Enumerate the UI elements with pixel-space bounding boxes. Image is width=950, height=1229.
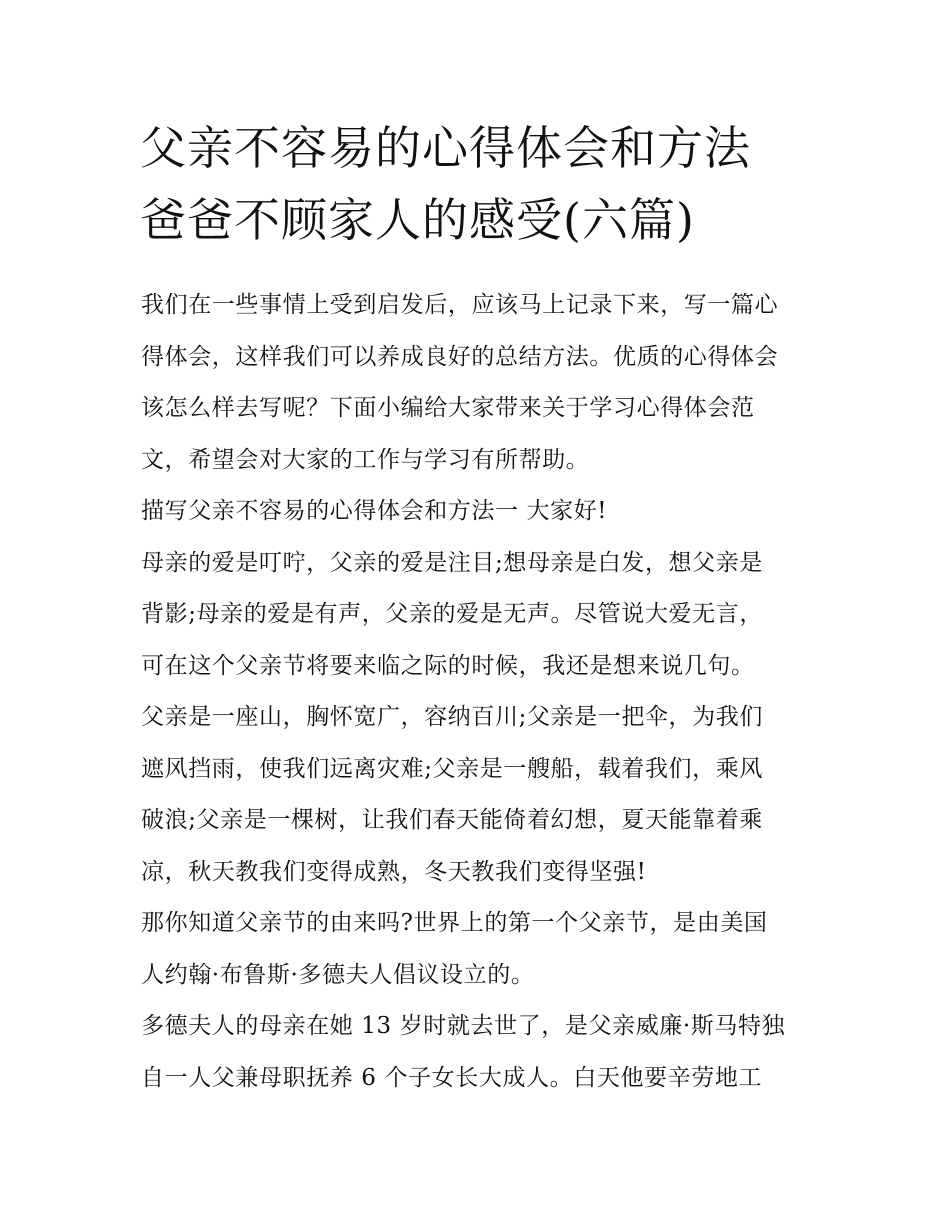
body-line: 遮风挡雨，使我们远离灾难;父亲是一艘船，载着我们，乘风 (141, 755, 763, 782)
body-line: 可在这个父亲节将要来临之际的时候，我还是想来说几句。 (141, 652, 755, 679)
body-line: 凉，秋天教我们变得成熟，冬天教我们变得坚强! (141, 858, 647, 885)
body-line: 父亲是一座山，胸怀宽广，容纳百川;父亲是一把伞，为我们 (141, 704, 763, 730)
body-line: 描写父亲不容易的心得体会和方法一 大家好! (141, 498, 608, 524)
body-line: 多德夫人的母亲在她 13 岁时就去世了，是父亲威廉·斯马特独 (141, 1013, 786, 1039)
body-line: 那你知道父亲节的由来吗?世界上的第一个父亲节，是由美国 (141, 910, 768, 936)
body-line: 自一人父兼母职抚养 6 个子女长大成人。白天他要辛劳地工 (141, 1064, 763, 1091)
title-line: 父亲不容易的心得体会和方法 (140, 121, 751, 175)
document-title (140, 112, 830, 256)
body-line: 人约翰·布鲁斯·多德夫人倡议设立的。 (141, 961, 535, 988)
body-line: 得体会，这样我们可以养成良好的总结方法。优质的心得体会 (141, 343, 779, 370)
document-body (141, 280, 821, 1104)
body-line: 我们在一些事情上受到启发后，应该马上记录下来，写一篇心 (141, 292, 779, 318)
body-line: 破浪;父亲是一棵树，让我们春天能倚着幻想，夏天能靠着乘 (141, 807, 763, 833)
body-line: 背影;母亲的爱是有声，父亲的爱是无声。尽管说大爱无言， (141, 601, 763, 627)
title-line: 爸爸不顾家人的感受(六篇) (140, 193, 695, 247)
body-line: 文，希望会对大家的工作与学习有所帮助。 (141, 446, 590, 473)
body-line: 母亲的爱是叮咛，父亲的爱是注目;想母亲是白发，想父亲是 (141, 549, 763, 576)
body-line: 该怎么样去写呢？下面小编给大家带来关于学习心得体会范 (141, 395, 755, 421)
